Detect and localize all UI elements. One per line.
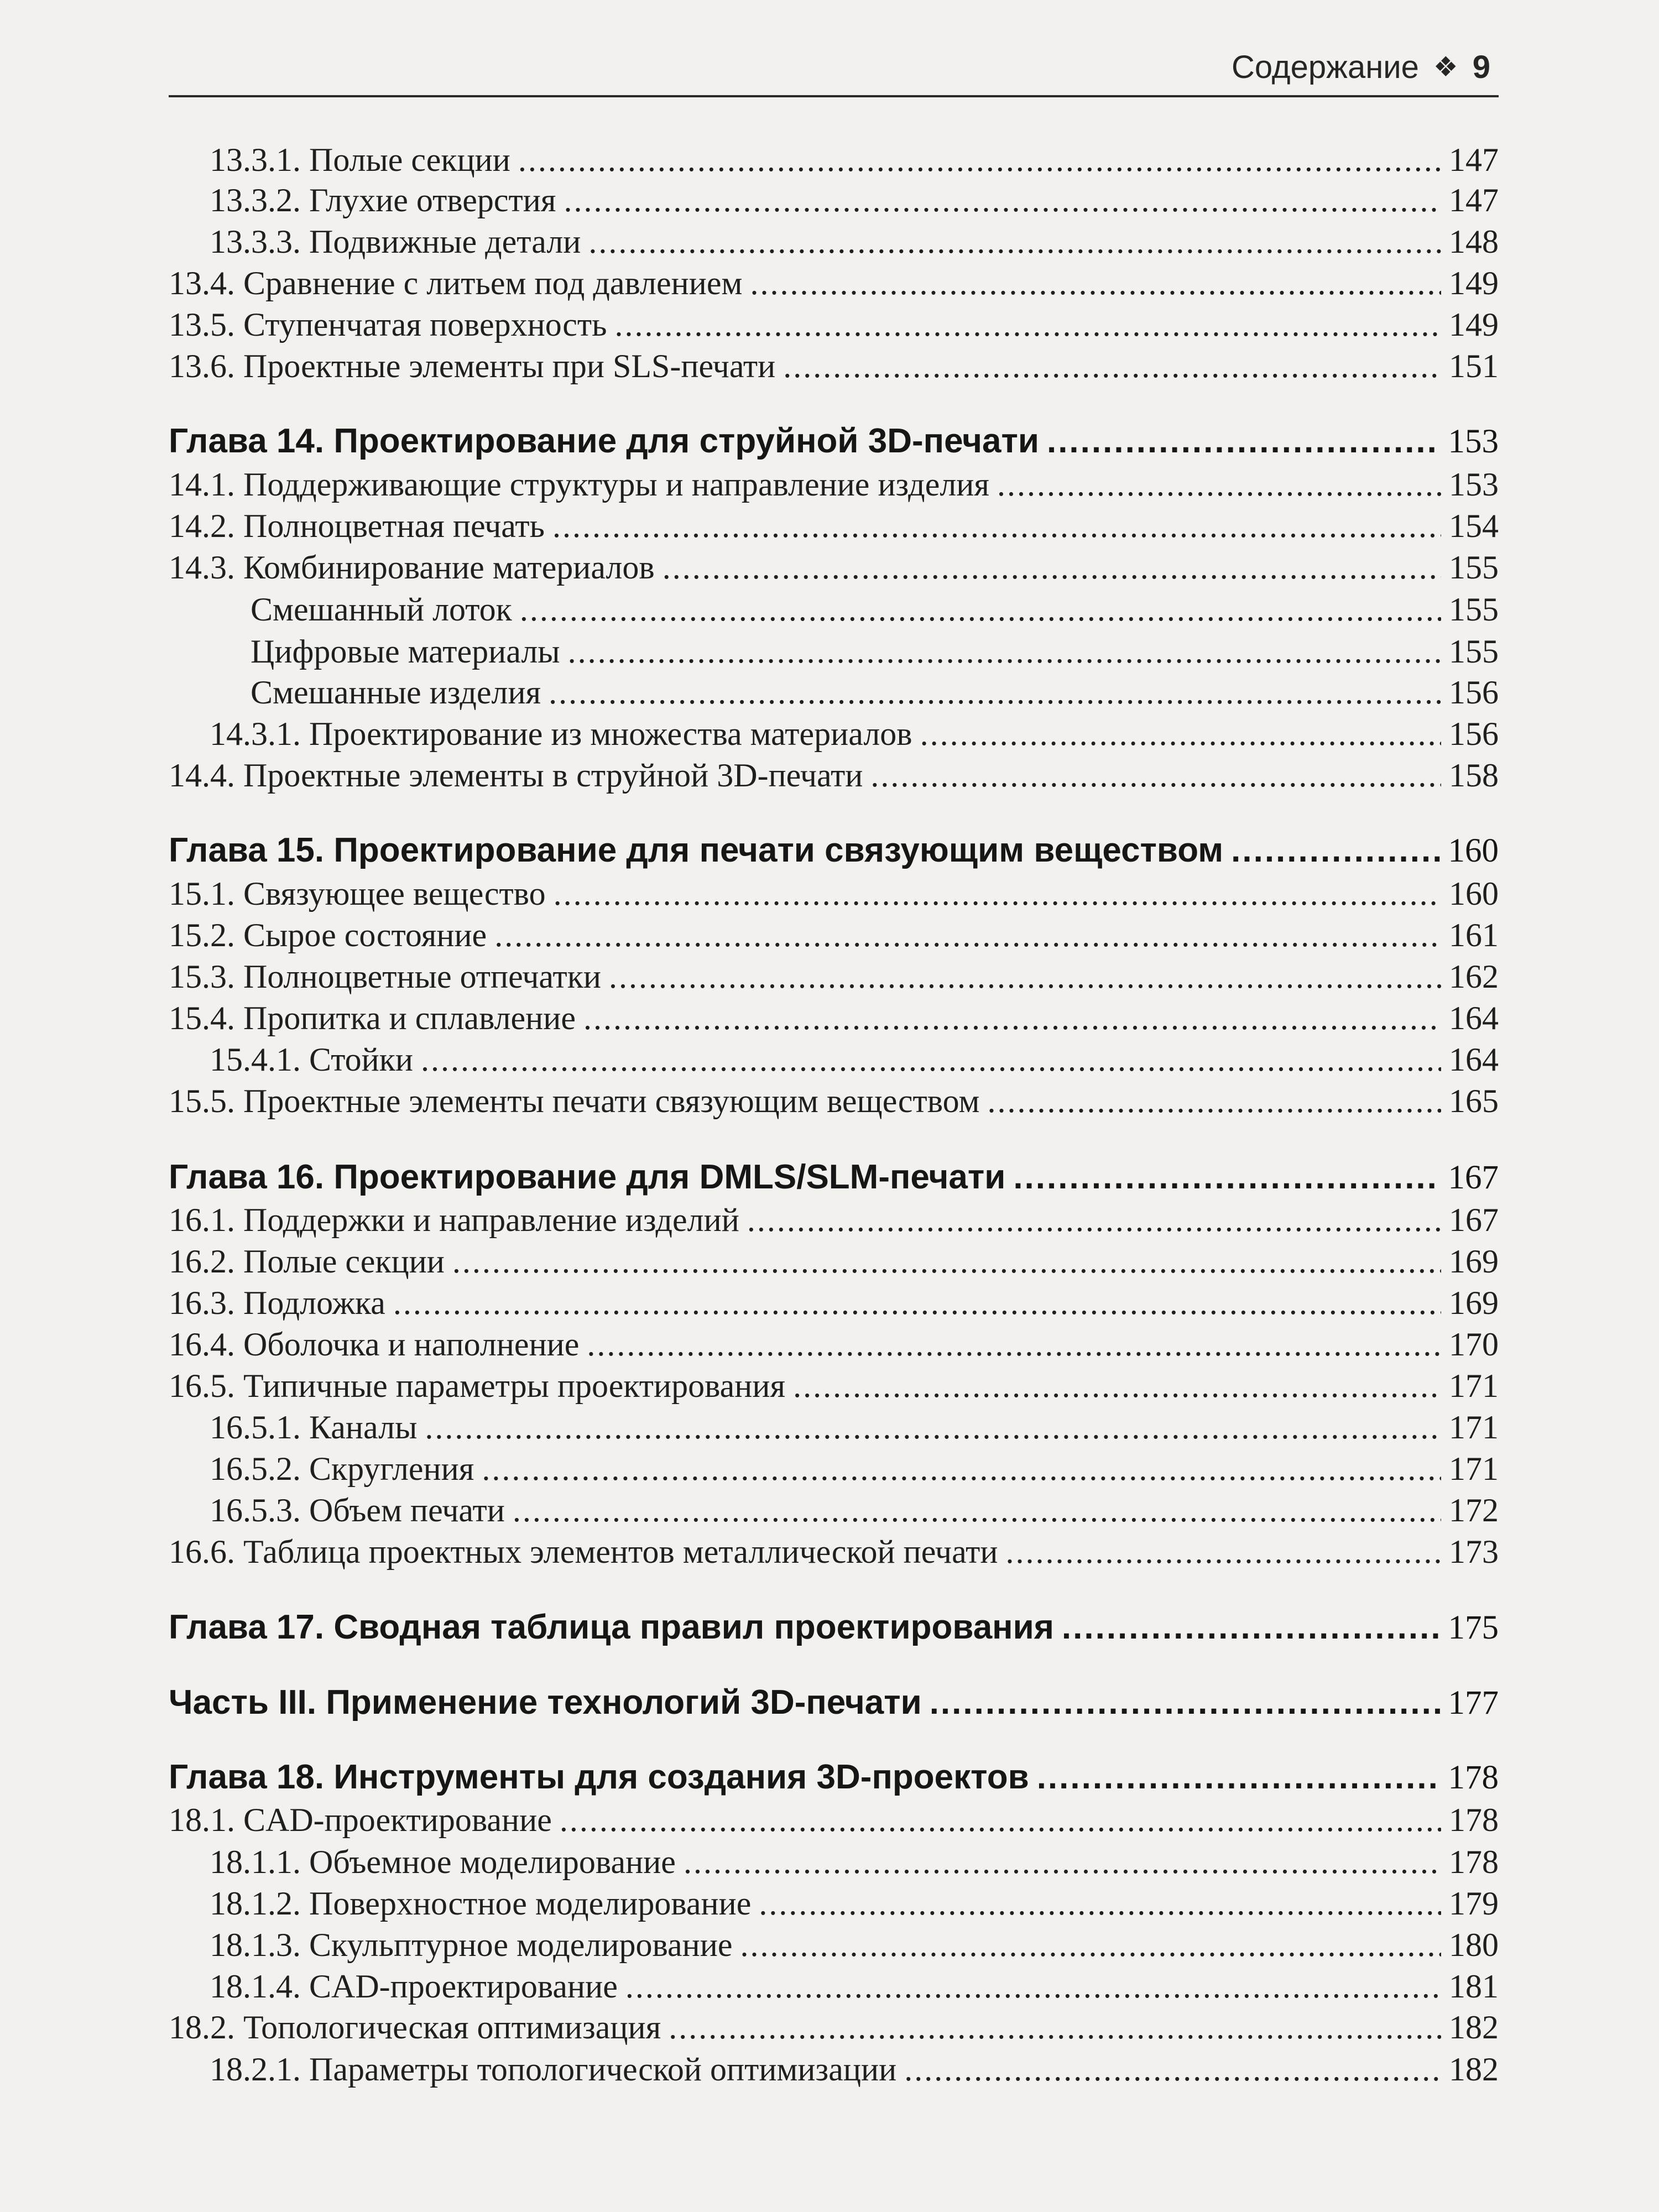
toc-entry-section [169, 306, 1499, 344]
toc-entry-page: 175 [1448, 1609, 1499, 1646]
toc-entry-section [169, 1082, 1499, 1120]
toc-entry-title: Глава 15. Проектирование для печати связующим веществом [169, 831, 1224, 869]
toc-entry-section [169, 264, 1499, 302]
toc-entry-page: 173 [1449, 1533, 1499, 1570]
toc-entry-section [169, 1801, 1499, 1839]
dot-leader [997, 466, 1441, 504]
toc-entry-section [169, 999, 1499, 1037]
toc-entry-page: 182 [1449, 2051, 1499, 2088]
toc-entry-subsection [169, 1408, 1499, 1447]
toc-entry-item [169, 591, 1499, 629]
dot-leader [987, 1082, 1441, 1120]
dot-leader [1047, 421, 1441, 461]
toc-entry-title: 15.4. Пропитка и сплавление [169, 1000, 576, 1036]
toc-entry-title: 18.1.4. CAD-проектирование [210, 1968, 618, 2005]
toc-entry-item [169, 674, 1499, 712]
dot-leader [1005, 1533, 1441, 1571]
dot-leader [520, 591, 1441, 629]
toc-entry-subsection [169, 1885, 1499, 1923]
toc-entry-subsection [169, 223, 1499, 261]
dot-leader [564, 181, 1441, 220]
dot-leader [568, 633, 1441, 671]
toc-entry-title: 16.5.3. Объем печати [210, 1492, 505, 1528]
toc-entry-page: 165 [1449, 1083, 1499, 1119]
toc-entry-page: 154 [1449, 508, 1499, 544]
toc-entry-page: 177 [1448, 1684, 1499, 1721]
toc-entry-title: 15.2. Сырое состояние [169, 917, 487, 953]
toc-entry-title: Глава 17. Сводная таблица правил проектирования [169, 1608, 1054, 1646]
toc-entry-page: 172 [1449, 1492, 1499, 1528]
toc-entry-page: 167 [1449, 1202, 1499, 1238]
toc-entry-page: 164 [1449, 1000, 1499, 1036]
dot-leader [1231, 831, 1440, 870]
dot-leader [549, 674, 1441, 712]
toc-entry-title: 15.4.1. Стойки [210, 1041, 414, 1078]
toc-entry-page: 151 [1449, 348, 1499, 384]
running-head-title: Содержание [1231, 49, 1419, 85]
dot-leader [560, 1801, 1441, 1839]
toc-entry-title: 14.4. Проектные элементы в струйной 3D-печати [169, 757, 863, 794]
toc-entry-subsection [169, 1926, 1499, 1964]
toc-entry-section [169, 1367, 1499, 1405]
dot-leader [759, 1885, 1441, 1923]
toc-entry-section [169, 1326, 1499, 1364]
toc-entry-title: Смешанные изделия [251, 674, 541, 711]
toc-entry-title: 13.3.3. Подвижные детали [210, 223, 581, 260]
dot-leader [425, 1408, 1441, 1447]
toc-entry-page: 147 [1449, 182, 1499, 218]
dot-leader [783, 347, 1441, 385]
toc-entry-page: 171 [1449, 1451, 1499, 1487]
toc-entry-subsection [169, 2051, 1499, 2089]
toc-entry-page: 171 [1449, 1368, 1499, 1404]
toc-entry-subsection [169, 1968, 1499, 2006]
toc-entry-title: 14.3. Комбинирование материалов [169, 549, 655, 586]
toc-entry-section [169, 1284, 1499, 1322]
toc-entry-page: 155 [1449, 591, 1499, 628]
dot-leader [740, 1926, 1441, 1964]
toc-entry-page: 178 [1449, 1802, 1499, 1838]
toc-entry-title: 18.2. Топологическая оптимизация [169, 2009, 661, 2046]
toc-entry-title: 16.1. Поддержки и направление изделий [169, 1202, 739, 1238]
dot-leader [587, 1326, 1441, 1364]
toc-entry-title: 18.1.1. Объемное моделирование [210, 1844, 676, 1880]
dot-leader [494, 916, 1441, 954]
toc-entry-page: 161 [1449, 917, 1499, 953]
toc-entry-chapter [169, 421, 1499, 461]
toc-entry-section [169, 1533, 1499, 1571]
toc-entry-title: Глава 18. Инструменты для создания 3D-проектов [169, 1758, 1029, 1796]
toc-entry-page: 170 [1449, 1326, 1499, 1363]
toc-entry-title: 14.2. Полноцветная печать [169, 508, 545, 544]
toc-entry-title: 18.1. CAD-проектирование [169, 1802, 552, 1838]
toc-entry-section [169, 507, 1499, 545]
toc-entry-title: 15.3. Полноцветные отпечатки [169, 958, 601, 995]
toc-entry-section [169, 757, 1499, 795]
toc-entry-subsection [169, 715, 1499, 753]
toc-entry-chapter [169, 1157, 1499, 1197]
toc-entry-page: 171 [1449, 1409, 1499, 1446]
toc-entry-title: 16.5.2. Скругления [210, 1451, 474, 1487]
toc-entry-page: 155 [1449, 549, 1499, 586]
dot-leader [554, 875, 1441, 913]
toc-entry-title: 13.4. Сравнение с литьем под давлением [169, 265, 743, 301]
toc-entry-page: 162 [1449, 958, 1499, 995]
toc-entry-page: 158 [1449, 757, 1499, 794]
toc-entry-chapter [169, 831, 1499, 870]
toc-entry-section [169, 958, 1499, 996]
toc-entry-subsection [169, 141, 1499, 179]
toc-entry-title: Глава 16. Проектирование для DMLS/SLM-печати [169, 1158, 1006, 1196]
toc-entry-title: 18.2.1. Параметры топологической оптимизации [210, 2051, 897, 2088]
dot-leader [750, 264, 1441, 302]
toc-entry-section [169, 1243, 1499, 1281]
dot-leader [482, 1450, 1441, 1488]
toc-entry-subsection [169, 181, 1499, 220]
dot-leader [662, 549, 1441, 587]
dot-leader [625, 1968, 1441, 2006]
dot-leader [588, 223, 1441, 261]
toc-entry-page: 153 [1449, 466, 1499, 503]
toc-entry-page: 169 [1449, 1285, 1499, 1321]
toc-entry-title: 16.2. Полые секции [169, 1243, 445, 1280]
toc-entry-page: 153 [1448, 423, 1499, 460]
dot-leader [930, 1683, 1441, 1722]
dot-leader [614, 306, 1441, 344]
running-head [1232, 48, 1490, 86]
toc-entry-section [169, 1201, 1499, 1239]
toc-entry-section [169, 875, 1499, 913]
toc-entry-title: 14.1. Поддерживающие структуры и направление изделия [169, 466, 989, 503]
toc-entry-page: 178 [1448, 1759, 1499, 1796]
toc-entry-title: 15.5. Проектные элементы печати связующим веществом [169, 1083, 980, 1119]
toc-entry-page: 156 [1449, 716, 1499, 752]
toc-entry-page: 178 [1449, 1844, 1499, 1880]
page-number: 9 [1472, 49, 1490, 85]
toc-entry-title: 13.3.1. Полые секции [210, 142, 510, 178]
dot-leader [518, 141, 1441, 179]
toc-entry-subsection [169, 1491, 1499, 1530]
toc-entry-title: Цифровые материалы [251, 633, 560, 670]
toc-entry-section [169, 549, 1499, 587]
toc-entry-title: 16.3. Подложка [169, 1285, 385, 1321]
dot-leader [421, 1041, 1441, 1079]
toc-entry-chapter [169, 1683, 1499, 1723]
toc-entry-title: 16.5.1. Каналы [210, 1409, 418, 1446]
toc-entry-page: 179 [1449, 1885, 1499, 1922]
dot-leader [513, 1491, 1441, 1530]
toc-entry-page: 160 [1449, 875, 1499, 912]
toc-entry-title: Часть III. Применение технологий 3D-печати [169, 1683, 922, 1721]
toc-entry-page: 167 [1448, 1159, 1499, 1196]
toc-entry-title: 15.1. Связующее вещество [169, 875, 546, 912]
toc-entry-subsection [169, 1450, 1499, 1488]
toc-entry-page: 181 [1449, 1968, 1499, 2005]
dot-leader [583, 999, 1441, 1037]
toc-entry-title: 16.5. Типичные параметры проектирования [169, 1368, 786, 1404]
toc-entry-section [169, 2008, 1499, 2047]
toc-entry-page: 156 [1449, 674, 1499, 711]
ornament-icon: ❖ [1433, 51, 1458, 82]
toc-entry-title: 16.6. Таблица проектных элементов металлической печати [169, 1533, 998, 1570]
toc-entry-title: 13.5. Ступенчатая поверхность [169, 306, 607, 343]
toc-entry-page: 149 [1449, 306, 1499, 343]
dot-leader [684, 1843, 1441, 1881]
toc-entry-page: 180 [1449, 1927, 1499, 1963]
dot-leader [793, 1367, 1441, 1405]
toc-entry-title: 13.3.2. Глухие отверстия [210, 182, 556, 218]
dot-leader [1062, 1608, 1441, 1647]
dot-leader [1037, 1757, 1441, 1797]
dot-leader [393, 1284, 1441, 1322]
toc-entry-section [169, 466, 1499, 504]
toc-entry-title: 13.6. Проектные элементы при SLS-печати [169, 348, 776, 384]
toc-entry-title: 18.1.2. Поверхностное моделирование [210, 1885, 752, 1922]
header-rule [169, 95, 1499, 97]
dot-leader [904, 2051, 1441, 2089]
toc-entry-page: 164 [1449, 1041, 1499, 1078]
toc-entry-page: 169 [1449, 1243, 1499, 1280]
toc-entry-page: 147 [1449, 142, 1499, 178]
toc-entry-chapter [169, 1608, 1499, 1647]
dot-leader [552, 507, 1441, 545]
dot-leader [920, 715, 1441, 753]
toc-entry-page: 160 [1448, 832, 1499, 869]
toc-entry-item [169, 633, 1499, 671]
toc-entry-title: Глава 14. Проектирование для струйной 3D-печати [169, 422, 1039, 460]
toc-entry-page: 182 [1449, 2009, 1499, 2046]
dot-leader [1013, 1157, 1440, 1197]
dot-leader [452, 1243, 1441, 1281]
toc-entry-page: 149 [1449, 265, 1499, 301]
dot-leader [870, 757, 1441, 795]
toc-entry-title: 14.3.1. Проектирование из множества материалов [210, 716, 912, 752]
toc-entry-title: 16.4. Оболочка и наполнение [169, 1326, 580, 1363]
dot-leader [609, 958, 1441, 996]
toc-entry-section [169, 347, 1499, 385]
toc-entry-page: 148 [1449, 223, 1499, 260]
toc-entry-subsection [169, 1843, 1499, 1881]
toc-entry-subsection [169, 1041, 1499, 1079]
dot-leader [747, 1201, 1441, 1239]
dot-leader [669, 2008, 1441, 2047]
toc-entry-title: Смешанный лоток [251, 591, 512, 628]
toc-entry-chapter [169, 1757, 1499, 1797]
toc-entry-title: 18.1.3. Скульптурное моделирование [210, 1927, 733, 1963]
toc-entry-page: 155 [1449, 633, 1499, 670]
toc-entry-section [169, 916, 1499, 954]
